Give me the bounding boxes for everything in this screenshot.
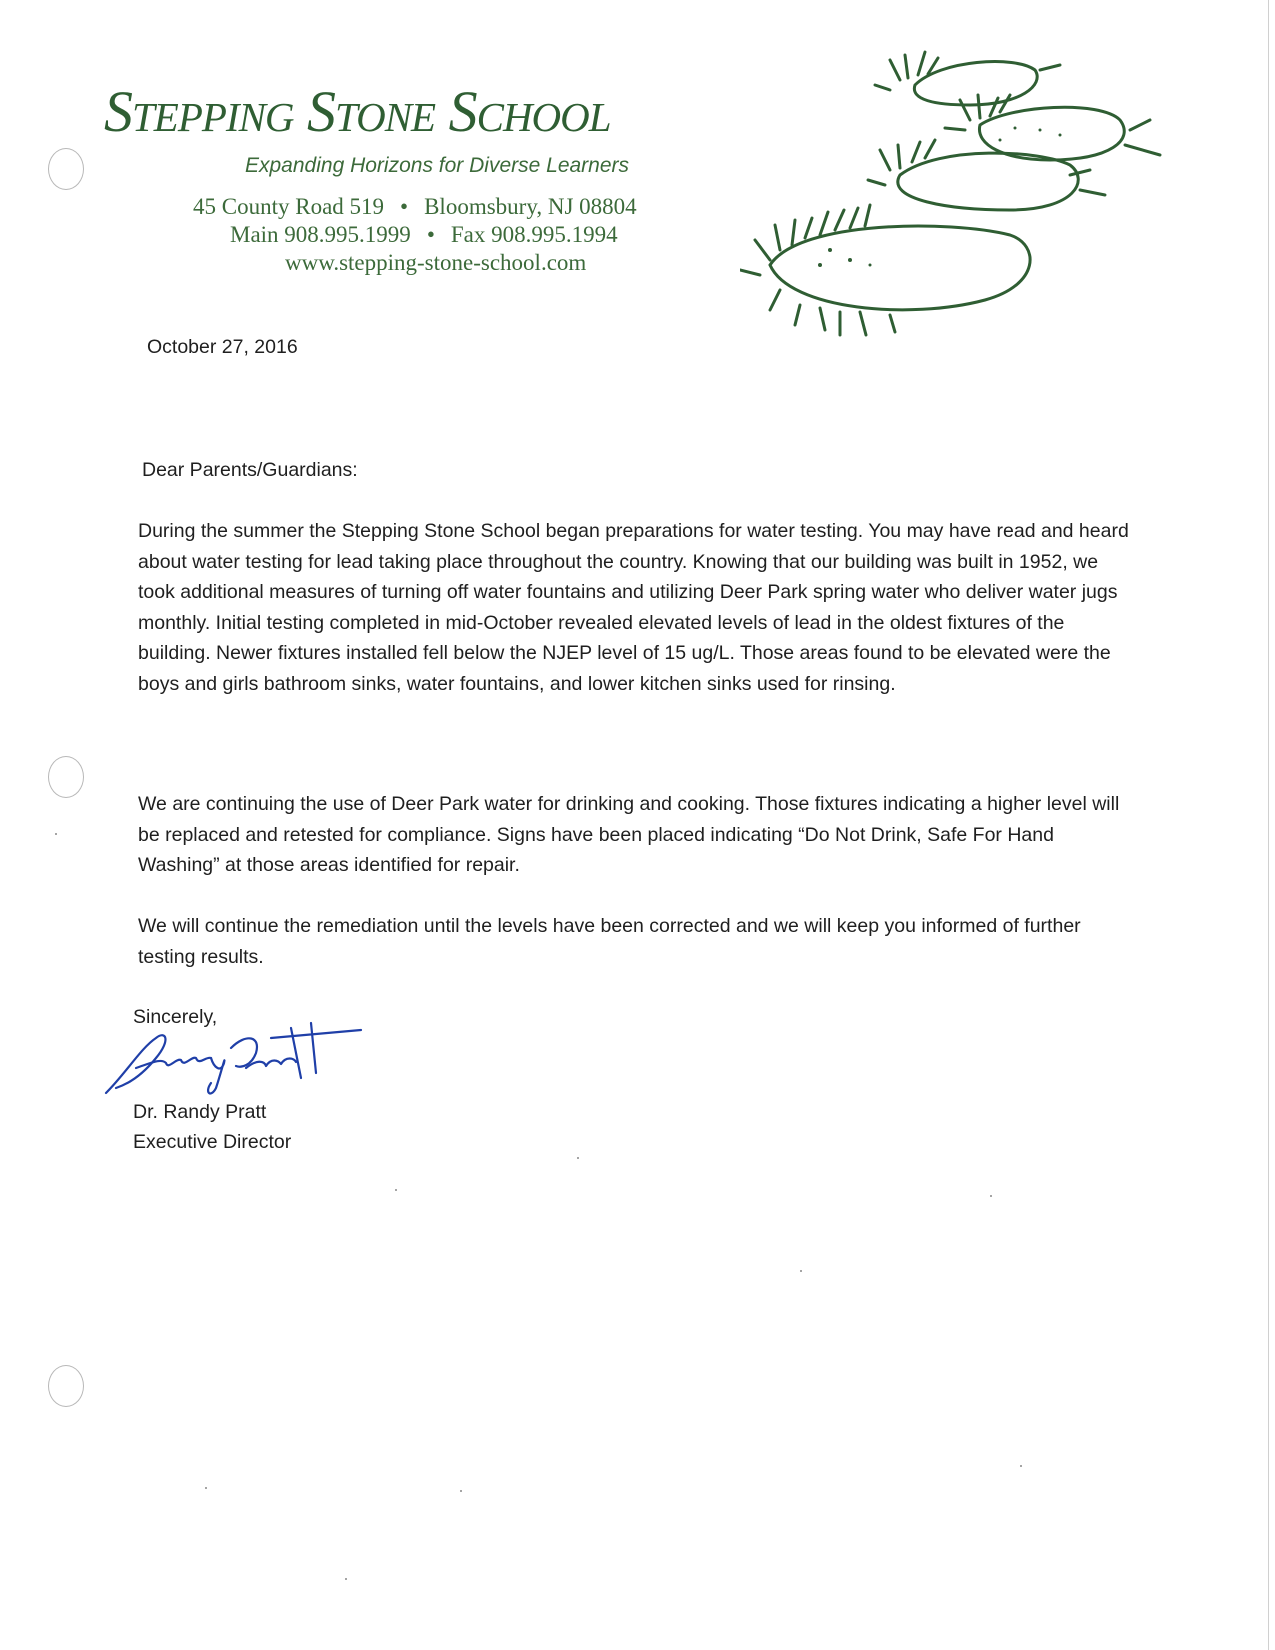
- school-tagline: Expanding Horizons for Diverse Learners: [245, 154, 630, 177]
- school-name: Stepping Stone School: [104, 79, 611, 144]
- signer-title: Executive Director: [133, 1131, 292, 1153]
- page-edge: [1268, 0, 1269, 1650]
- letter-paragraph: [138, 516, 1138, 699]
- scan-speck: [577, 1157, 579, 1159]
- stepping-stones-logo-icon: [740, 50, 1200, 355]
- address-line: [193, 194, 637, 220]
- letter-paragraph: [138, 911, 1138, 972]
- paragraph-text: We will continue the remediation until the levels have been corrected and we will keep you informed of further testing results.: [138, 915, 1081, 968]
- scan-speck: [990, 1195, 992, 1197]
- phone-line: [230, 222, 618, 248]
- letter-salutation: Dear Parents/Guardians:: [142, 459, 358, 481]
- phone-main: Main 908.995.1999: [230, 222, 411, 247]
- paragraph-text: During the summer the Stepping Stone School began preparations for water testing. You may have read and heard about water testing for lead taking place throughout the country. Knowing that our building was built in 1952, we took additional measures of turning off water fountains and utilizing Deer Park spring water who deliver water jugs monthly. Initial testing completed in mid-October revealed elevated levels of lead in the oldest fixtures of the building. Newer fixtures installed fell below the NJEP level of 15 ug/L. Those areas found to be elevated were the boys and girls bathroom sinks, water fountains, and lower kitchen sinks used for rinsing.: [138, 520, 1129, 695]
- paragraph-text: We are continuing the use of Deer Park water for drinking and cooking. Those fixtures indicating a higher level will be replaced and retested for compliance. Signs have been placed indicating “Do Not Drink, Safe For Hand Washing” at those areas identified for repair.: [138, 793, 1120, 876]
- letter-closing: Sincerely,: [133, 1006, 218, 1028]
- signer-name: Dr. Randy Pratt: [133, 1101, 267, 1123]
- scan-speck: [1020, 1465, 1022, 1467]
- address-city: Bloomsbury, NJ 08804: [424, 194, 637, 219]
- scan-speck: [345, 1578, 347, 1580]
- phone-fax: Fax 908.995.1994: [450, 222, 618, 247]
- website: www.stepping-stone-school.com: [285, 250, 587, 275]
- punch-hole-middle: [48, 756, 84, 798]
- letter-paragraph: [138, 789, 1138, 881]
- punch-hole-top: [48, 148, 84, 190]
- scan-speck: [205, 1487, 207, 1489]
- address-street: 45 County Road 519: [193, 194, 385, 219]
- bullet-separator: •: [400, 194, 409, 219]
- letter-date: October 27, 2016: [147, 336, 298, 358]
- punch-hole-bottom: [48, 1365, 84, 1407]
- handwritten-signature-icon: [96, 1018, 366, 1108]
- scan-speck: [800, 1270, 802, 1272]
- scan-speck: [55, 833, 57, 835]
- bullet-separator: •: [426, 222, 435, 247]
- scan-speck: [460, 1490, 462, 1492]
- scan-speck: [395, 1189, 397, 1191]
